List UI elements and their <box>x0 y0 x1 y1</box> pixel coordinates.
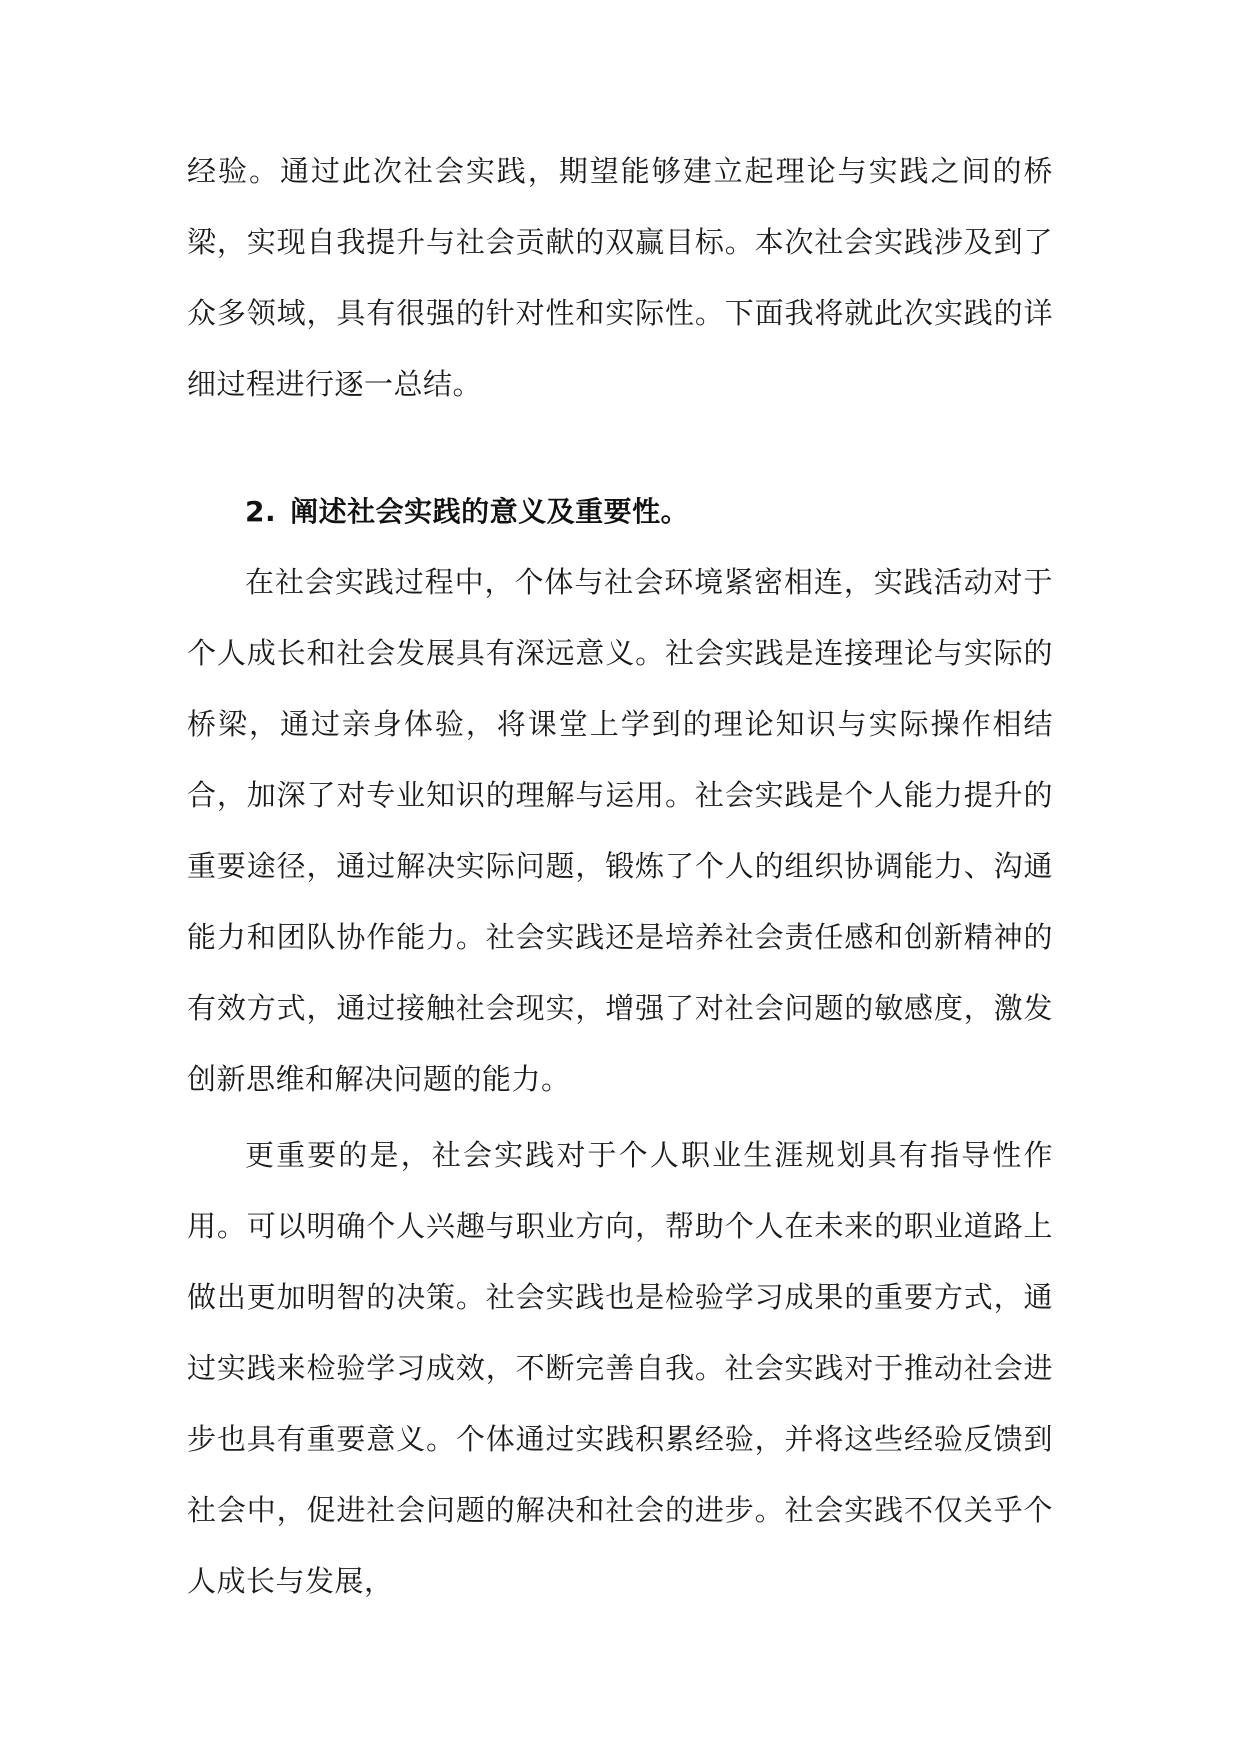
section-number: 2. <box>245 495 277 528</box>
continuation-paragraph: 经验。通过此次社会实践，期望能够建立起理论与实践之间的桥梁，实现自我提升与社会贡献的双赢目标。本次社会实践涉及到了众多领域，具有很强的针对性和实际性。下面我将就此次实践的详细过程进行逐一总结。 <box>187 154 1053 401</box>
body-paragraph-significance: 在社会实践过程中，个体与社会环境紧密相连，实践活动对于个人成长和社会发展具有深远意义。社会实践是连接理论与实际的桥梁，通过亲身体验，将课堂上学到的理论知识与实际操作相结合，加深了对专业知识的理解与运用。社会实践是个人能力提升的重要途径，通过解决实际问题，锻炼了个人的组织协调能力、沟通能力和团队协作能力。社会实践还是培养社会责任感和创新精神的有效方式，通过接触社会现实，增强了对社会问题的敏感度，激发创新思维和解决问题的能力。 <box>187 565 1053 1096</box>
body-paragraph-importance: 更重要的是，社会实践对于个人职业生涯规划具有指导性作用。可以明确个人兴趣与职业方向，帮助个人在未来的职业道路上做出更加明智的决策。社会实践也是检验学习成果的重要方式，通过实践来检验学习成效，不断完善自我。社会实践对于推动社会进步也具有重要意义。个体通过实践积累经验，并将这些经验反馈到社会中，促进社会问题的解决和社会的进步。社会实践不仅关乎个人成长与发展， <box>187 1138 1053 1598</box>
document-body <box>187 136 1053 1617</box>
section-title: 阐述社会实践的意义及重要性。 <box>290 495 690 528</box>
section-heading <box>187 476 1053 547</box>
